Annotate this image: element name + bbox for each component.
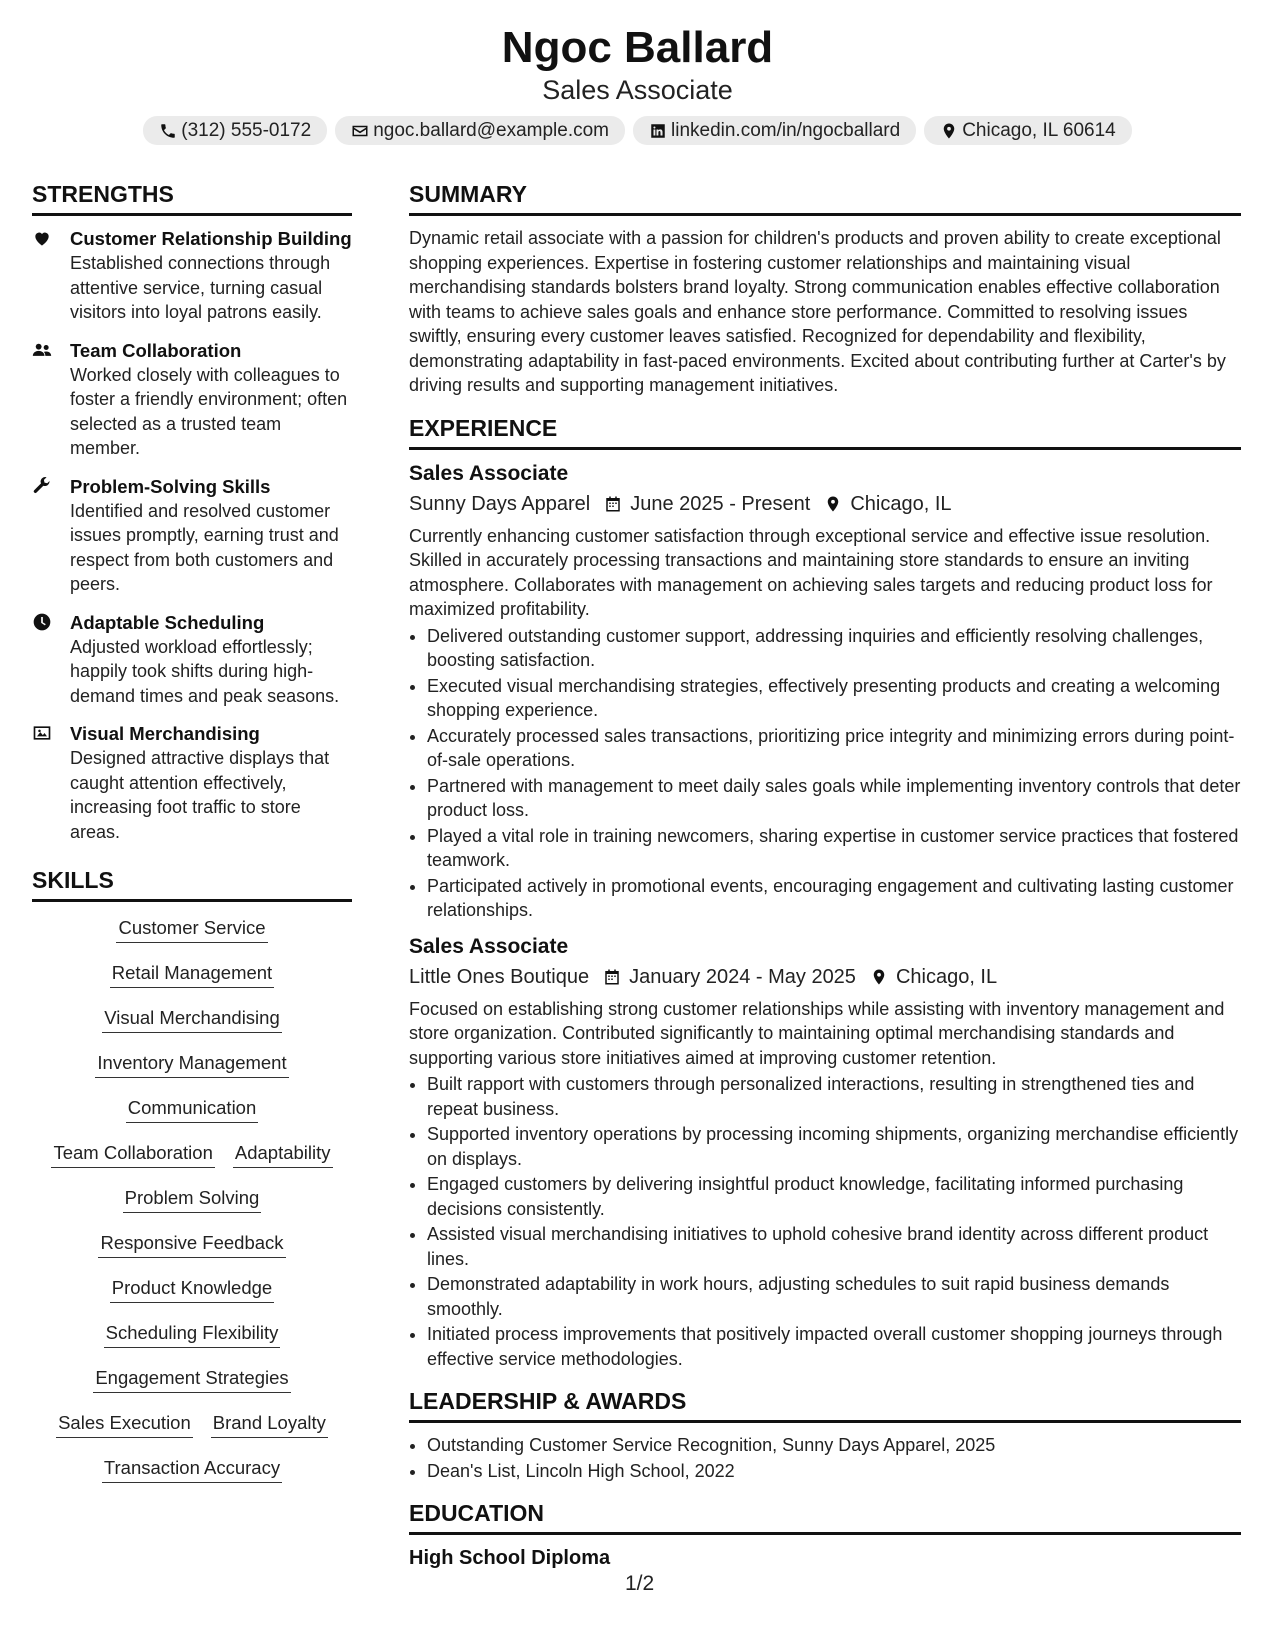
job-meta [409,963,1241,991]
contact-linkedin-text: linkedin.com/in/ngocballard [671,119,901,141]
contact-email[interactable] [335,116,625,145]
strength-item [32,474,352,597]
leadership-list [409,1433,1241,1483]
image-icon [32,723,52,743]
job-bullet: • Partnered with management to meet daily sales goals while implementing inventory controls that deter product loss. [427,774,1241,823]
location-pin-icon [940,122,958,140]
right-column [409,180,1241,1571]
skill-tag: Team Collaboration [51,1141,214,1168]
left-column [32,180,352,1501]
award-item: • Dean's List, Lincoln High School, 2022 [427,1459,1241,1484]
people-icon [32,340,52,360]
job-bullets [409,624,1241,923]
skill-tag: Transaction Accuracy [102,1456,282,1483]
skill-tag: Visual Merchandising [102,1006,282,1033]
job-company: Little Ones Boutique [409,965,590,988]
calendar-icon [604,495,622,513]
skill-tag: Scheduling Flexibility [104,1321,281,1348]
skills-list [32,912,352,1501]
skill-tag: Problem Solving [123,1186,262,1213]
experience-heading: EXPERIENCE [409,414,1241,450]
linkedin-icon [649,122,667,140]
job-bullet: • Built rapport with customers through personalized interactions, resulting in strengthened ties and repeat business. [427,1072,1241,1121]
job-bullet: • Participated actively in promotional events, encouraging engagement and cultivating lasting customer relationships. [427,874,1241,923]
skill-tag: Customer Service [116,916,267,943]
job-title: Sales Associate [409,461,569,485]
job-entry [409,933,1241,1372]
strengths-heading: STRENGTHS [32,180,352,216]
job-title: Sales Associate [409,934,569,958]
job-bullet: • Engaged customers by delivering insightful product knowledge, facilitating informed purchasing decisions consistently. [427,1172,1241,1221]
job-bullet: • Played a vital role in training newcomers, sharing expertise in customer service practices that fostered teamwork. [427,824,1241,873]
contact-location [924,116,1132,145]
job-entry [409,460,1241,923]
strength-desc: Identified and resolved customer issues promptly, earning trust and respect from both customers and peers. [70,500,339,594]
strength-title: Customer Relationship Building [70,228,352,249]
skills-heading: SKILLS [32,866,352,902]
summary-heading: SUMMARY [409,180,1241,216]
strength-title: Problem-Solving Skills [70,475,271,497]
job-dates: June 2025 - Present [630,492,811,515]
job-bullet: • Accurately processed sales transactions, prioritizing price integrity and minimizing errors during point-of-sale operations. [427,724,1241,773]
skill-tag: Inventory Management [95,1051,288,1078]
job-bullet: • Initiated process improvements that positively impacted overall customer shopping journeys through effective service methodologies. [427,1322,1241,1371]
job-bullet: • Delivered outstanding customer support, addressing inquiries and efficiently resolving challenges, boosting satisfaction. [427,624,1241,673]
heart-icon [32,228,52,248]
phone-icon [159,122,177,140]
location-pin-icon [870,968,888,986]
candidate-name: Ngoc Ballard [501,23,774,72]
wrench-icon [32,476,52,496]
clock-icon [32,612,52,632]
contact-phone-text: (312) 555-0172 [181,119,312,141]
job-dates: January 2024 - May 2025 [629,965,856,988]
contact-bar [0,116,1275,145]
page-number: 1/2 [625,1572,655,1595]
strength-desc: Worked closely with colleagues to foster a friendly environment; often selected as a trusted team member. [70,364,348,458]
location-pin-icon [824,495,842,513]
job-location: Chicago, IL [895,965,998,988]
job-location: Chicago, IL [850,492,952,515]
contact-linkedin[interactable] [633,116,916,145]
strength-item [32,610,352,709]
strength-desc: Established connections through attentive service, turning casual visitors into loyal patrons easily. [70,253,331,322]
summary-text: Dynamic retail associate with a passion for children's products and proven ability to create exceptional shopping experiences. Expertise in fostering customer relationships and maintaining visual merchandising standards bolsters brand loyalty. Strong communication enables effective collaboration with teams to achieve sales goals and enhance store performance. Committed to resolving issues swiftly, ensuring every customer leaves satisfied. Recognized for dependability and flexibility, demonstrating adaptability in fast-paced environments. Excited about contributing further at Carter's by driving results and supporting management initiatives. [409,228,1226,395]
skill-tag: Communication [126,1096,259,1123]
strength-title: Visual Merchandising [70,723,260,744]
contact-phone[interactable] [143,116,327,145]
job-bullet: • Assisted visual merchandising initiatives to uphold cohesive brand identity across different product lines. [427,1222,1241,1271]
job-desc: Currently enhancing customer satisfaction through exceptional service and effective issue resolution. Skilled in accurately processing transactions and maintaining store standards to ensure an inviting atmosphere. Collaborates with management on achieving sales targets and reducing product loss for maximized profitability. [409,525,1213,619]
strength-item [32,338,352,461]
leadership-heading: LEADERSHIP & AWARDS [409,1387,1241,1423]
resume-header [0,0,1275,145]
job-company: Sunny Days Apparel [409,492,591,515]
strength-title: Adaptable Scheduling [70,611,265,633]
job-bullet: • Demonstrated adaptability in work hours, adjusting schedules to suit rapid business demands smoothly. [427,1272,1241,1321]
skill-tag: Adaptability [233,1141,333,1168]
job-bullet: • Supported inventory operations by processing incoming shipments, organizing merchandise efficiently on displays. [427,1122,1241,1171]
education-degree: High School Diploma [409,1547,611,1569]
skill-tag: Engagement Strategies [93,1366,290,1393]
skill-tag: Sales Execution [56,1411,193,1438]
contact-email-text: ngoc.ballard@example.com [373,119,609,141]
candidate-title: Sales Associate [542,75,733,105]
strength-desc: Adjusted workload effortlessly; happily took shifts during high-demand times and peak seasons. [70,636,340,706]
calendar-icon [603,968,621,986]
strength-title: Team Collaboration [70,339,242,361]
skill-tag: Retail Management [110,961,274,988]
strength-item [32,226,352,325]
skill-tag: Responsive Feedback [98,1231,285,1258]
award-item: • Outstanding Customer Service Recognition, Sunny Days Apparel, 2025 [427,1433,1241,1458]
job-bullet: • Executed visual merchandising strategies, effectively presenting products and creating a welcoming shopping experience. [427,674,1241,723]
strength-item [32,721,352,844]
job-bullets [409,1072,1241,1371]
skill-tag: Brand Loyalty [211,1411,328,1438]
education-heading: EDUCATION [409,1499,1241,1535]
job-meta [409,490,1241,518]
job-desc: Focused on establishing strong customer relationships while assisting with inventory management and store organization. Contributed significantly to maintaining optimal merchandising standards and supporting various store initiatives aimed at improving customer retention. [409,998,1225,1068]
skill-tag: Product Knowledge [110,1276,274,1303]
contact-location-text: Chicago, IL 60614 [962,119,1116,141]
strength-desc: Designed attractive displays that caught attention effectively, increasing foot traffic to store areas. [70,748,330,842]
envelope-icon [351,122,369,140]
